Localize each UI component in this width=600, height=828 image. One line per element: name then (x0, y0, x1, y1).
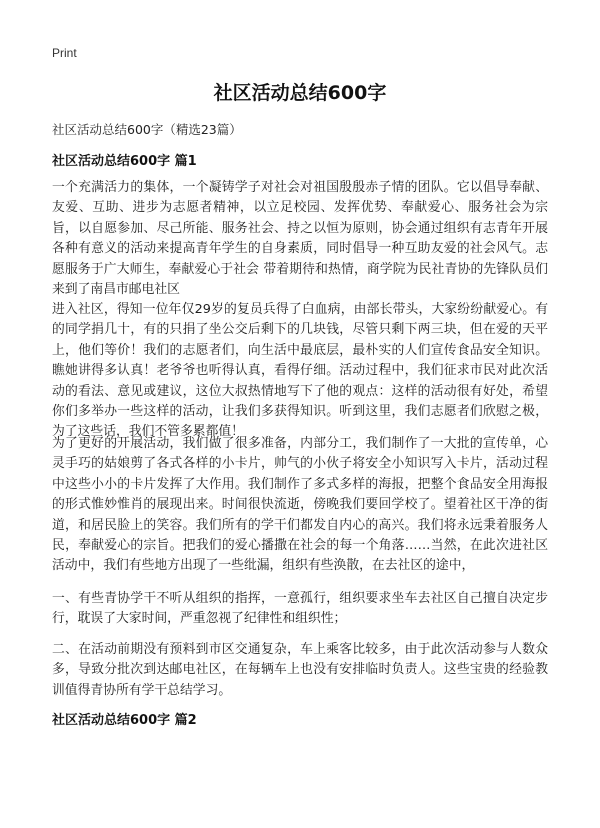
section-heading-1: 社区活动总结600字 篇1 (52, 154, 197, 169)
paragraph-issue-one: 一、有些青协学干不听从组织的指挥，一意孤行，组织要求坐车去社区自己擅自决定步行，耽误了大家时间，严重忽视了纪律性和组织性； (52, 591, 548, 627)
print-link[interactable]: Print (52, 46, 77, 60)
page-title: 社区活动总结600字 (213, 82, 387, 104)
document-subtitle: 社区活动总结600字（精选23篇） (52, 122, 242, 137)
paragraph-issue-two: 二、在活动前期没有预料到市区交通复杂，车上乘客比较多，由于此次活动参与人数众多，导致分批次到达邮电社区，在每辆车上也没有安排临时负责人。这些宝贵的经验教训值得青协所有学干总结学习。 (52, 642, 548, 698)
paragraph-intro: 一个充满活力的集体，一个凝铸学子对社会对祖国殷殷赤子情的团队。它以倡导奉献、友爱、互助、进步为志愿者精神，以立足校园、发挥优势、奉献爱心、服务社会为宗旨，以自愿参加、尽己所能、服务社会、持之以恒为原则，协会通过组织有志青年开展各种有意义的活动来提高青年学生的自身素质，同时倡导一种互助友爱的社会风气。志愿服务于广大师生，奉献爱心于社会 带着期待和热情，商学院为民社青协的先锋队员们来到了南昌市邮电社区 (52, 180, 548, 298)
section-heading-2: 社区活动总结600字 篇2 (52, 713, 197, 728)
paragraph-preparation: 为了更好的开展活动，我们做了很多准备，内部分工，我们制作了一大批的宣传单，心灵手巧的姑娘剪了各式各样的小卡片，帅气的小伙子将安全小知识写入卡片，活动过程中这些小小的卡片发挥了大作用。我们制作了多式多样的海报，把整个食品安全用海报的形式惟妙惟肖的展现出来。时间很快流逝，傍晚我们要回学校了。望着社区干净的街道，和居民脸上的笑容。我们所有的学干们都发自内心的高兴。我们将永远秉着服务人民，奉献爱心的宗旨。把我们的爱心播撒在社会的每一个角落……当然，在此次进社区活动中，我们有些地方出现了一些纰漏，组织有些涣散，在去社区的途中， (52, 436, 548, 574)
paragraph-community-visit: 进入社区，得知一位年仅29岁的复员兵得了白血病，由部长带头，大家纷纷献爱心。有的同学捐几十，有的只捐了坐公交后剩下的几块钱，尽管只剩下两三块，但在爱的天平上，他们等价！我们的志愿者们，向生活中最底层，最朴实的人们宣传食品安全知识。瞧她讲得多认真！老爷爷也听得认真，看得仔细。活动过程中，我们征求市民对此次活动的看法、意见或建议，这位大叔热情地写下了他的观点：这样的活动很有好处，希望你们多举办一些这样的活动，让我们多获得知识。听到这里，我们志愿者们欣慰之极，为了这些话，我们不管多累都值！ (52, 302, 548, 440)
